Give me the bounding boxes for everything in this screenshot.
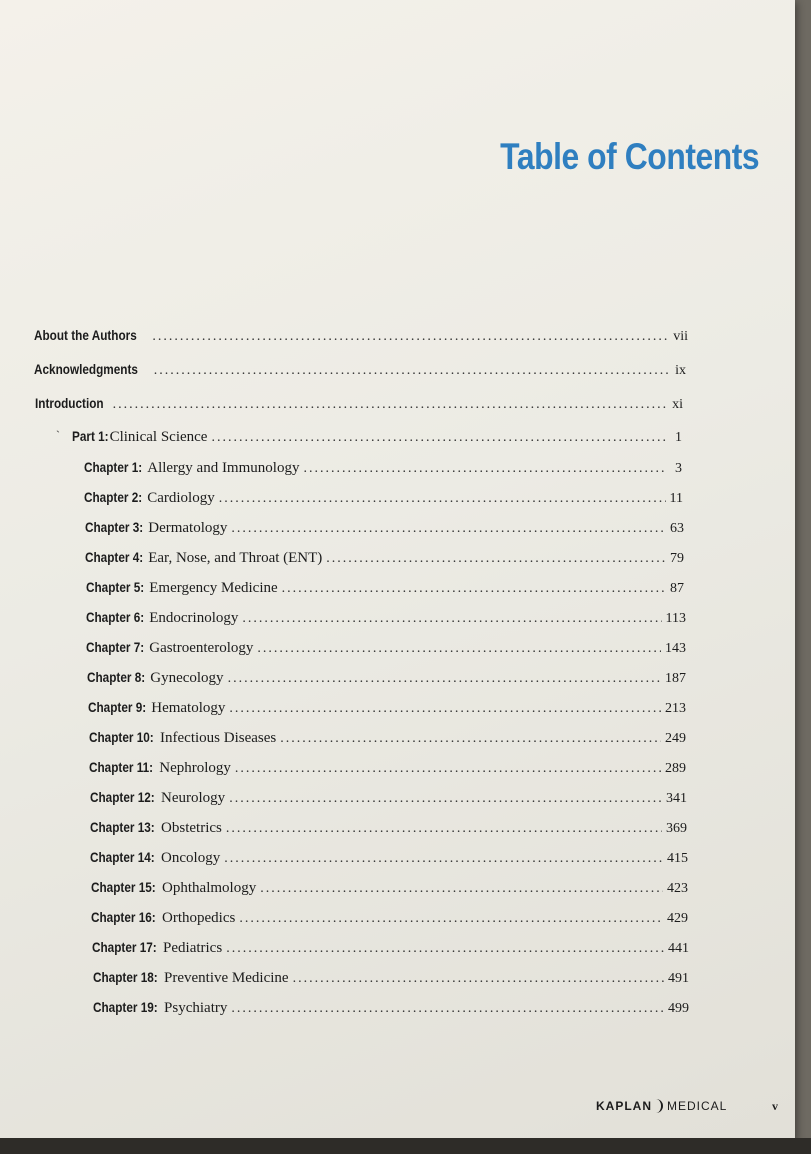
toc-entry-part-1 [72,428,682,452]
dot-leader [113,397,667,413]
dot-leader [257,641,661,657]
toc-entry-page: 11 [669,491,683,506]
dot-leader [235,761,661,777]
toc-entry-title: Ear, Nose, and Throat (ENT) [148,550,323,566]
dot-leader [231,521,666,537]
toc-entry-label: Chapter 2: [84,489,143,505]
dot-leader [219,491,666,507]
toc-entry-label: Acknowledgments [34,361,138,377]
toc-entry-page: xi [672,397,683,412]
toc-entry-page: 429 [667,911,688,926]
toc-entry-title: Dermatology [148,520,228,536]
page-title: Table of Contents [499,136,759,177]
dot-leader [229,701,661,717]
dot-leader [226,941,664,957]
toc-entry-label: Chapter 19: [93,999,158,1015]
toc-entry-label: Chapter 4: [85,549,144,565]
dot-leader [303,461,666,477]
toc-entry-chapter [84,459,682,483]
toc-entry-label: Chapter 18: [93,969,158,985]
toc-entry-label: Chapter 8: [87,669,146,685]
toc-entry-label: Chapter 1: [84,459,143,475]
toc-entry-acknowledgments [34,361,686,385]
brand-name: KAPLAN [596,1099,652,1113]
toc-entry-title: Pediatrics [163,940,223,956]
toc-entry-title: Obstetrics [161,820,222,836]
toc-entry-title: Emergency Medicine [149,580,278,596]
toc-entry-label: Chapter 14: [90,849,155,865]
toc-entry-title: Allergy and Immunology [147,460,300,476]
background-edge [0,1138,811,1154]
toc-entry-title: Gynecology [150,670,224,686]
toc-entry-label: Chapter 13: [90,819,155,835]
toc-entry-title: Cardiology [147,490,215,506]
toc-entry-chapter [84,489,683,513]
kaplan-medical-logo [596,1099,727,1113]
dot-leader [280,731,661,747]
toc-entry-chapter [86,579,684,603]
toc-entry-about-authors [34,327,688,351]
dot-leader [224,851,663,867]
toc-entry-page: 423 [667,881,688,896]
dot-leader [260,881,663,897]
toc-entry-label: Chapter 12: [90,789,155,805]
dot-leader [282,581,666,597]
toc-entry-chapter [92,939,689,963]
toc-entry-label: About the Authors [34,327,137,343]
dot-leader [229,791,662,807]
dot-leader [293,971,664,987]
toc-entry-page: 249 [665,731,686,746]
toc-entry-page: 3 [675,461,682,476]
dot-leader [242,611,661,627]
toc-entry-title: Nephrology [159,760,231,776]
toc-entry-chapter [88,699,686,723]
toc-entry-introduction [35,395,683,419]
toc-entry-page: 87 [670,581,684,596]
toc-entry-chapter [86,639,686,663]
toc-entry-label: Chapter 15: [91,879,156,895]
toc-entry-page: 491 [668,971,689,986]
toc-entry-page: 187 [665,671,686,686]
toc-entry-chapter [85,549,684,573]
toc-entry-chapter [87,669,686,693]
toc-entry-page: 113 [665,611,686,626]
toc-entry-page: 143 [665,641,686,656]
dot-leader [211,430,666,446]
toc-entry-chapter [90,849,688,873]
toc-entry-chapter [86,609,686,633]
toc-entry-chapter [89,759,686,783]
dot-leader [154,363,670,379]
toc-entry-title: Hematology [151,700,226,716]
toc-entry-chapter [89,729,686,753]
toc-entry-title: Clinical Science [109,429,208,445]
page-number: v [772,1099,778,1113]
toc-entry-page: ix [675,363,686,378]
toc-entry-page: 415 [667,851,688,866]
toc-entry-page: 441 [668,941,689,956]
toc-entry-page: 1 [675,430,682,445]
toc-entry-page: 341 [666,791,687,806]
toc-entry-chapter [85,519,684,543]
toc-entry-label: Chapter 16: [91,909,156,925]
toc-entry-page: 499 [668,1001,689,1016]
toc-entry-label: Introduction [35,395,104,411]
toc-entry-page: 369 [666,821,687,836]
toc-entry-page: 79 [670,551,684,566]
toc-entry-title: Preventive Medicine [164,970,289,986]
toc-entry-label: Chapter 17: [92,939,157,955]
toc-entry-title: Oncology [161,850,221,866]
toc-entry-chapter [91,909,688,933]
toc-entry-chapter [93,969,689,993]
dot-leader [239,911,663,927]
bullet-mark: ˋ [56,428,60,442]
toc-entry-title: Infectious Diseases [160,730,277,746]
toc-entry-chapter [91,879,688,903]
toc-entry-label: Part 1: [72,428,109,444]
toc-entry-page: 63 [670,521,684,536]
toc-entry-label: Chapter 10: [89,729,154,745]
toc-entry-label: Chapter 3: [85,519,144,535]
toc-entry-page: vii [673,329,688,344]
dot-leader [226,821,662,837]
toc-entry-title: Ophthalmology [162,880,257,896]
dot-leader [326,551,666,567]
dot-leader [152,329,669,345]
toc-entry-chapter [90,819,687,843]
toc-entry-page: 289 [665,761,686,776]
toc-entry-label: Chapter 7: [86,639,145,655]
toc-entry-title: Gastroenterology [149,640,254,656]
swoosh-icon [653,1099,663,1113]
toc-entry-title: Endocrinology [149,610,239,626]
brand-suffix: MEDICAL [667,1099,728,1113]
toc-entry-title: Psychiatry [164,1000,228,1016]
toc-entry-title: Neurology [161,790,226,806]
dot-leader [231,1001,664,1017]
toc-entry-chapter [90,789,687,813]
toc-entry-label: Chapter 6: [86,609,145,625]
toc-entry-chapter [93,999,689,1023]
toc-entry-label: Chapter 9: [88,699,147,715]
toc-entry-label: Chapter 5: [86,579,145,595]
toc-entry-title: Orthopedics [162,910,236,926]
toc-entry-page: 213 [665,701,686,716]
dot-leader [228,671,661,687]
toc-entry-label: Chapter 11: [89,759,154,775]
